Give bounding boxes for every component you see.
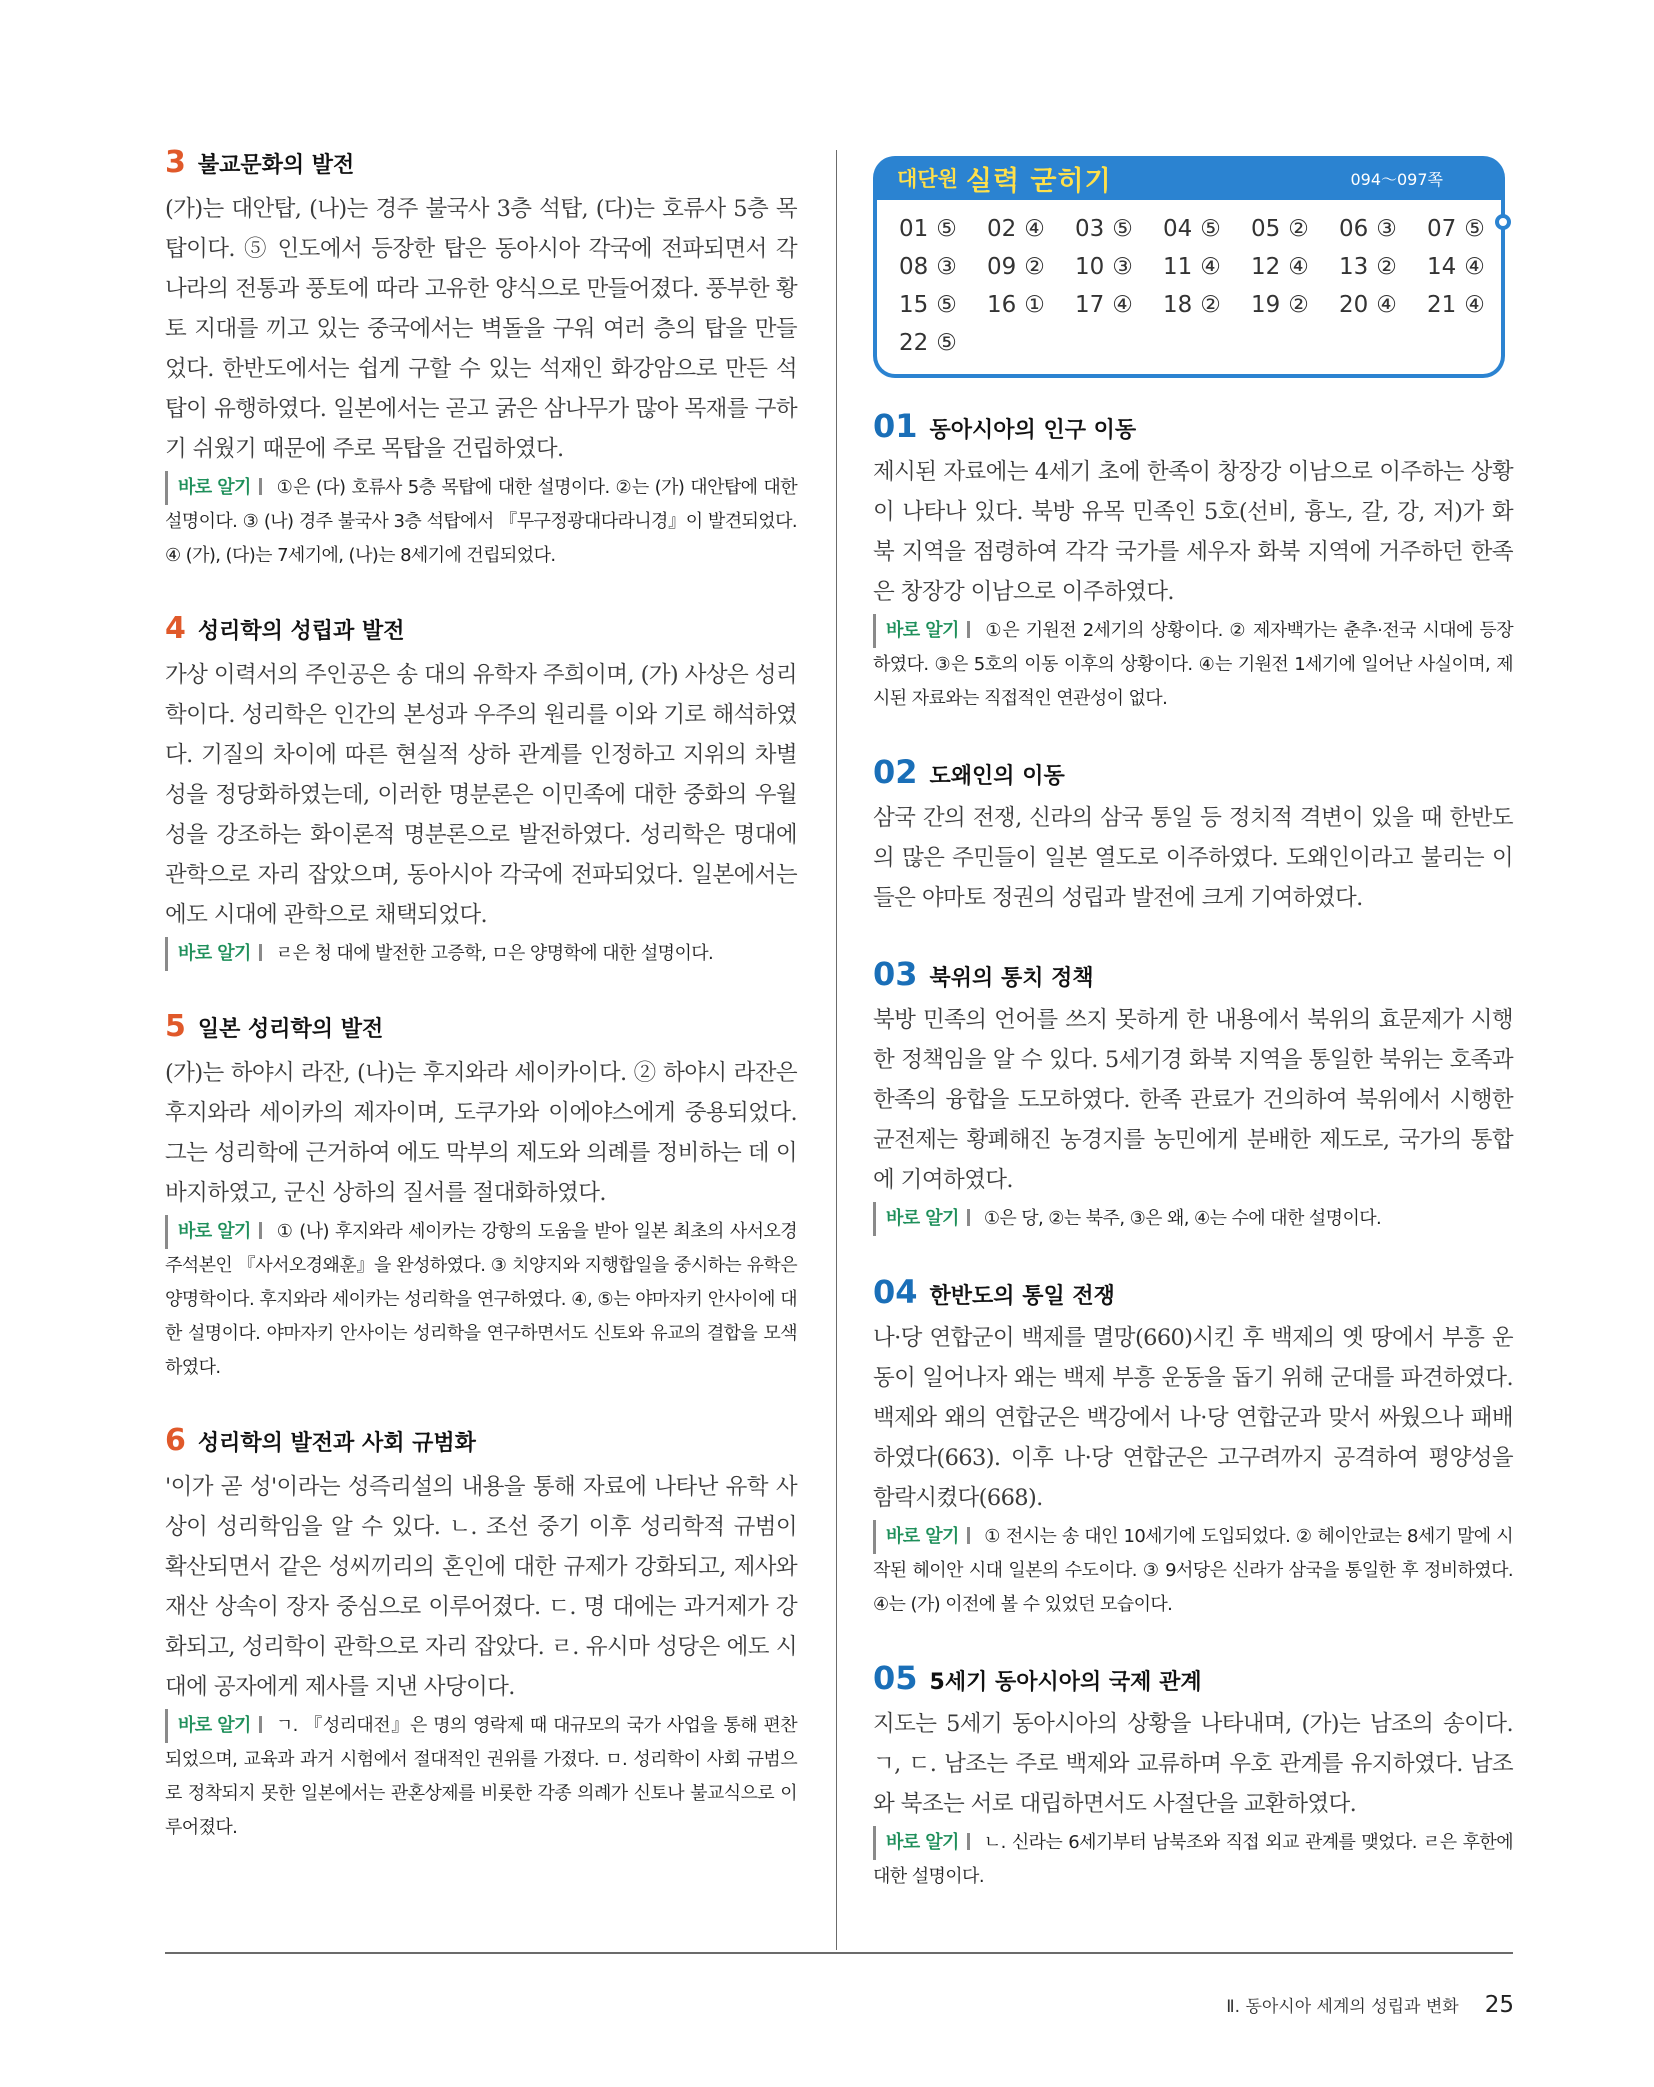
answer-item <box>1427 250 1515 284</box>
answer-note <box>873 1826 1513 1894</box>
answer-choice: ③ <box>1112 254 1133 280</box>
section-title: 5세기 동아시아의 국제 관계 <box>929 1670 1202 1695</box>
answer-number: 16 <box>987 292 1017 318</box>
answer-item <box>1251 212 1339 246</box>
answer-item <box>899 212 987 246</box>
section-heading <box>165 1423 797 1459</box>
answer-choice: ④ <box>1288 254 1309 280</box>
section-03 <box>873 956 1513 1236</box>
section-title: 북위의 통치 정책 <box>929 966 1094 991</box>
answer-number: 05 <box>1251 216 1281 242</box>
section-number: 02 <box>873 753 918 791</box>
answer-item <box>899 288 987 322</box>
answer-note <box>165 471 797 573</box>
note-label: 바로 알기 <box>873 1202 970 1236</box>
answer-item <box>1251 288 1339 322</box>
section-body: 제시된 자료에는 4세기 초에 한족이 창장강 이남으로 이주하는 상황이 나타나 있다. 북방 유목 민족인 5호(선비, 흉노, 갈, 강, 저)가 화북 지역을 점령하여 각각 국가를 세우자 화북 지역에 거주하던 한족은 창장강 이남으로 이주하였다. <box>873 459 1513 605</box>
answer-item <box>1163 250 1251 284</box>
answer-number: 04 <box>1163 216 1193 242</box>
section-body: '이가 곧 성'이라는 성즉리설의 내용을 통해 자료에 나타난 유학 사상이 성리학임을 알 수 있다. ㄴ. 조선 중기 이후 성리학적 규범이 확산되면서 같은 성씨끼리의 혼인에 대한 규제가 강화되고, 제사와 재산 상속이 장자 중심으로 이루어졌다. ㄷ. 명 대에는 과거제가 강화되고, 성리학이 관학으로 자리 잡았다. ㄹ. 유시마 성당은 에도 시대에 공자에게 제사를 지낸 사당이다. <box>165 1474 797 1700</box>
answer-number: 13 <box>1339 254 1369 280</box>
right-column <box>873 156 1513 1932</box>
answer-item <box>1339 212 1427 246</box>
answer-item <box>1163 212 1251 246</box>
answer-item <box>1163 288 1251 322</box>
answer-item <box>1427 288 1515 322</box>
page-footer <box>1226 1992 1514 2018</box>
section-body: (가)는 대안탑, (나)는 경주 불국사 3층 석탑, (다)는 호류사 5층 목탑이다. ⑤ 인도에서 등장한 탑은 동아시아 각국에 전파되면서 각 나라의 전통과 풍토에 따라 고유한 양식으로 만들어졌다. 풍부한 황토 지대를 끼고 있는 중국에서는 벽돌을 구워 여러 층의 탑을 만들었다. 한반도에서는 쉽게 구할 수 있는 석재인 화강암으로 만든 석탑이 유행하였다. 일본에서는 곧고 굵은 삼나무가 많아 목재를 구하기 쉬웠기 때문에 주로 목탑을 건립하였다. <box>165 196 797 462</box>
answer-key-box <box>873 156 1505 378</box>
note-text: ① (나) 후지와라 세이카는 강항의 도움을 받아 일본 최초의 사서오경 주석본인 『사서오경왜훈』을 완성하였다. ③ 치양지와 지행합일을 중시하는 유학은 양명학이다. 후지와라 세이카는 성리학을 연구하였다. ④, ⑤는 야마자키 안사이에 대한 설명이다. 야마자키 안사이는 성리학을 연구하면서도 신토와 유교의 결합을 모색하였다. <box>165 1221 797 1378</box>
footer-chapter-title: Ⅱ. 동아시아 세계의 성립과 변화 <box>1226 1997 1459 2017</box>
answer-key-body <box>873 200 1505 378</box>
section-title: 동아시아의 인구 이동 <box>929 418 1137 443</box>
answer-item <box>1339 288 1427 322</box>
answer-number: 17 <box>1075 292 1105 318</box>
answer-item <box>1075 288 1163 322</box>
section-heading <box>873 956 1513 992</box>
column-divider <box>836 150 837 1950</box>
answer-choice: ② <box>1376 254 1397 280</box>
answer-choice: ④ <box>1376 292 1397 318</box>
section-number: 6 <box>165 1423 186 1458</box>
section-title: 성리학의 성립과 발전 <box>197 619 405 644</box>
section-title: 도왜인의 이동 <box>929 764 1065 789</box>
answer-number: 10 <box>1075 254 1105 280</box>
answer-choice: ⑤ <box>936 292 957 318</box>
section-title: 일본 성리학의 발전 <box>197 1017 384 1042</box>
section-heading <box>873 754 1513 790</box>
answer-item <box>987 288 1075 322</box>
section-title: 한반도의 통일 전쟁 <box>929 1284 1115 1309</box>
section-number: 04 <box>873 1273 918 1311</box>
footer-rule <box>165 1952 1513 1954</box>
section-body: (가)는 하야시 라잔, (나)는 후지와라 세이카이다. ② 하야시 라잔은 후지와라 세이카의 제자이며, 도쿠가와 이에야스에게 중용되었다. 그는 성리학에 근거하여 에도 막부의 제도와 의례를 정비하는 데 이바지하였고, 군신 상하의 질서를 절대화하였다. <box>165 1060 797 1206</box>
answer-number: 02 <box>987 216 1017 242</box>
answer-choice: ⑤ <box>936 330 957 356</box>
answer-item <box>1251 250 1339 284</box>
left-column <box>165 145 797 1883</box>
answer-choice: ④ <box>1200 254 1221 280</box>
answer-number: 19 <box>1251 292 1281 318</box>
answer-choice: ① <box>1024 292 1045 318</box>
answer-item <box>1075 212 1163 246</box>
note-label: 바로 알기 <box>873 1520 970 1554</box>
answer-number: 22 <box>899 330 929 356</box>
section-body: 나·당 연합군이 백제를 멸망(660)시킨 후 백제의 옛 땅에서 부흥 운동이 일어나자 왜는 백제 부흥 운동을 돕기 위해 군대를 파견하였다. 백제와 왜의 연합군은 백강에서 나·당 연합군과 맞서 싸웠으나 패배하였다(663). 이후 나·당 연합군은 고구려까지 공격하여 평양성을 함락시켰다(668). <box>873 1325 1513 1511</box>
section-04 <box>873 1274 1513 1622</box>
answer-choice: ② <box>1288 216 1309 242</box>
answer-number: 11 <box>1163 254 1193 280</box>
section-heading <box>873 1660 1513 1696</box>
answer-number: 08 <box>899 254 929 280</box>
ring-decoration <box>1495 214 1511 230</box>
answer-choice: ④ <box>1112 292 1133 318</box>
answer-number: 14 <box>1427 254 1457 280</box>
section-number: 4 <box>165 611 186 646</box>
answer-choice: ② <box>1288 292 1309 318</box>
note-label: 바로 알기 <box>873 614 970 648</box>
answer-choice: ⑤ <box>1200 216 1221 242</box>
answer-number: 03 <box>1075 216 1105 242</box>
note-label: 바로 알기 <box>873 1826 970 1860</box>
section-heading <box>165 145 797 181</box>
section-heading <box>873 408 1513 444</box>
answer-item <box>1075 250 1163 284</box>
answer-key-title: 실력 굳히기 <box>965 165 1112 197</box>
section-body: 삼국 간의 전쟁, 신라의 삼국 통일 등 정치적 격변이 있을 때 한반도의 많은 주민들이 일본 열도로 이주하였다. 도왜인이라고 불리는 이들은 야마토 정권의 성립과 발전에 크게 기여하였다. <box>873 805 1513 911</box>
answer-note <box>165 937 797 971</box>
answer-choice: ④ <box>1024 216 1045 242</box>
answer-item <box>987 212 1075 246</box>
note-text: ①은 기원전 2세기의 상황이다. ② 제자백가는 춘추·전국 시대에 등장하였다. ③은 5호의 이동 이후의 상황이다. ④는 기원전 1세기에 일어난 사실이며, 제시된 자료와는 직접적인 연관성이 없다. <box>873 620 1513 709</box>
section-number: 5 <box>165 1009 186 1044</box>
answer-key-title-prefix: 대단원 <box>897 167 958 191</box>
answer-choice: ⑤ <box>1464 216 1485 242</box>
note-text: ㄴ. 신라는 6세기부터 남북조와 직접 외교 관계를 맺었다. ㄹ은 후한에 대한 설명이다. <box>873 1832 1513 1887</box>
answer-note <box>165 1215 797 1385</box>
answer-note <box>165 1709 797 1845</box>
answer-choice: ② <box>1200 292 1221 318</box>
section-01 <box>873 408 1513 716</box>
answer-key-pages: 094～097쪽 <box>1350 169 1443 189</box>
note-label: 바로 알기 <box>165 937 262 971</box>
answer-choice: ⑤ <box>936 216 957 242</box>
answer-item <box>1339 250 1427 284</box>
answer-number: 15 <box>899 292 929 318</box>
answer-item <box>899 250 987 284</box>
answer-number: 09 <box>987 254 1017 280</box>
section-5 <box>165 1009 797 1385</box>
note-text: ①은 (다) 호류사 5층 목탑에 대한 설명이다. ②는 (가) 대안탑에 대한 설명이다. ③ (나) 경주 불국사 3층 석탑에서 『무구정광대다라니경』이 발견되었다. ④ (가), (다)는 7세기에, (나)는 8세기에 건립되었다. <box>165 477 797 566</box>
answer-number: 21 <box>1427 292 1457 318</box>
section-heading <box>165 611 797 647</box>
section-number: 05 <box>873 1659 918 1697</box>
note-text: ①은 당, ②는 북주, ③은 왜, ④는 수에 대한 설명이다. <box>983 1208 1382 1229</box>
answer-item <box>987 250 1075 284</box>
answer-choice: ② <box>1024 254 1045 280</box>
answer-number: 06 <box>1339 216 1369 242</box>
answer-choice: ③ <box>1376 216 1397 242</box>
section-number: 03 <box>873 955 918 993</box>
answer-number: 18 <box>1163 292 1193 318</box>
section-02 <box>873 754 1513 918</box>
answer-number: 07 <box>1427 216 1457 242</box>
answer-number: 12 <box>1251 254 1281 280</box>
answer-choice: ⑤ <box>1112 216 1133 242</box>
answer-item <box>899 326 987 360</box>
section-05 <box>873 1660 1513 1894</box>
note-text: ㄹ은 청 대에 발전한 고증학, ㅁ은 양명학에 대한 설명이다. <box>275 943 714 964</box>
section-title: 불교문화의 발전 <box>197 153 355 178</box>
section-number: 01 <box>873 407 918 445</box>
answer-number: 20 <box>1339 292 1369 318</box>
section-body: 지도는 5세기 동아시아의 상황을 나타내며, (가)는 남조의 송이다. ㄱ, ㄷ. 남조는 주로 백제와 교류하며 우호 관계를 유지하였다. 남조와 북조는 서로 대립하면서도 사절단을 교환하였다. <box>873 1711 1513 1817</box>
note-text: ① 전시는 송 대인 10세기에 도입되었다. ② 헤이안쿄는 8세기 말에 시작된 헤이안 시대 일본의 수도이다. ③ 9서당은 신라가 삼국을 통일한 후 정비하였다. ④는 (가) 이전에 볼 수 있었던 모습이다. <box>873 1526 1513 1615</box>
note-text: ㄱ. 『성리대전』은 명의 영락제 때 대규모의 국가 사업을 통해 편찬되었으며, 교육과 과거 시험에서 절대적인 권위를 가졌다. ㅁ. 성리학이 사회 규범으로 정착되지 못한 일본에서는 관혼상제를 비롯한 각종 의례가 신토나 불교식으로 이루어졌다. <box>165 1715 797 1838</box>
answer-number: 01 <box>899 216 929 242</box>
note-label: 바로 알기 <box>165 1215 262 1249</box>
note-label: 바로 알기 <box>165 471 262 505</box>
section-heading <box>165 1009 797 1045</box>
note-label: 바로 알기 <box>165 1709 262 1743</box>
answer-choice: ③ <box>936 254 957 280</box>
answer-choice: ④ <box>1464 292 1485 318</box>
section-title: 성리학의 발전과 사회 규범화 <box>197 1431 476 1456</box>
section-body: 북방 민족의 언어를 쓰지 못하게 한 내용에서 북위의 효문제가 시행한 정책임을 알 수 있다. 5세기경 화북 지역을 통일한 북위는 호족과 한족의 융합을 도모하였다. 한족 관료가 건의하여 북위에서 시행한 균전제는 황폐해진 농경지를 농민에게 분배한 제도로, 국가의 통합에 기여하였다. <box>873 1007 1513 1193</box>
section-number: 3 <box>165 145 186 180</box>
answer-choice: ④ <box>1464 254 1485 280</box>
answer-key-header <box>873 156 1505 200</box>
answer-grid <box>899 212 1487 360</box>
answer-note <box>873 1520 1513 1622</box>
answer-note <box>873 1202 1513 1236</box>
section-heading <box>873 1274 1513 1310</box>
section-body: 가상 이력서의 주인공은 송 대의 유학자 주희이며, (가) 사상은 성리학이다. 성리학은 인간의 본성과 우주의 원리를 이와 기로 해석하였다. 기질의 차이에 따른 현실적 상하 관계를 인정하고 지위의 차별성을 정당화하였는데, 이러한 명분론은 이민족에 대한 중화의 우월성을 강조하는 화이론적 명분론으로 발전하였다. 성리학은 명대에 관학으로 자리 잡았으며, 동아시아 각국에 전파되었다. 일본에서는 에도 시대에 관학으로 채택되었다. <box>165 662 797 928</box>
section-4 <box>165 611 797 971</box>
page-number: 25 <box>1484 1992 1514 2018</box>
section-3 <box>165 145 797 573</box>
section-6 <box>165 1423 797 1845</box>
answer-note <box>873 614 1513 716</box>
